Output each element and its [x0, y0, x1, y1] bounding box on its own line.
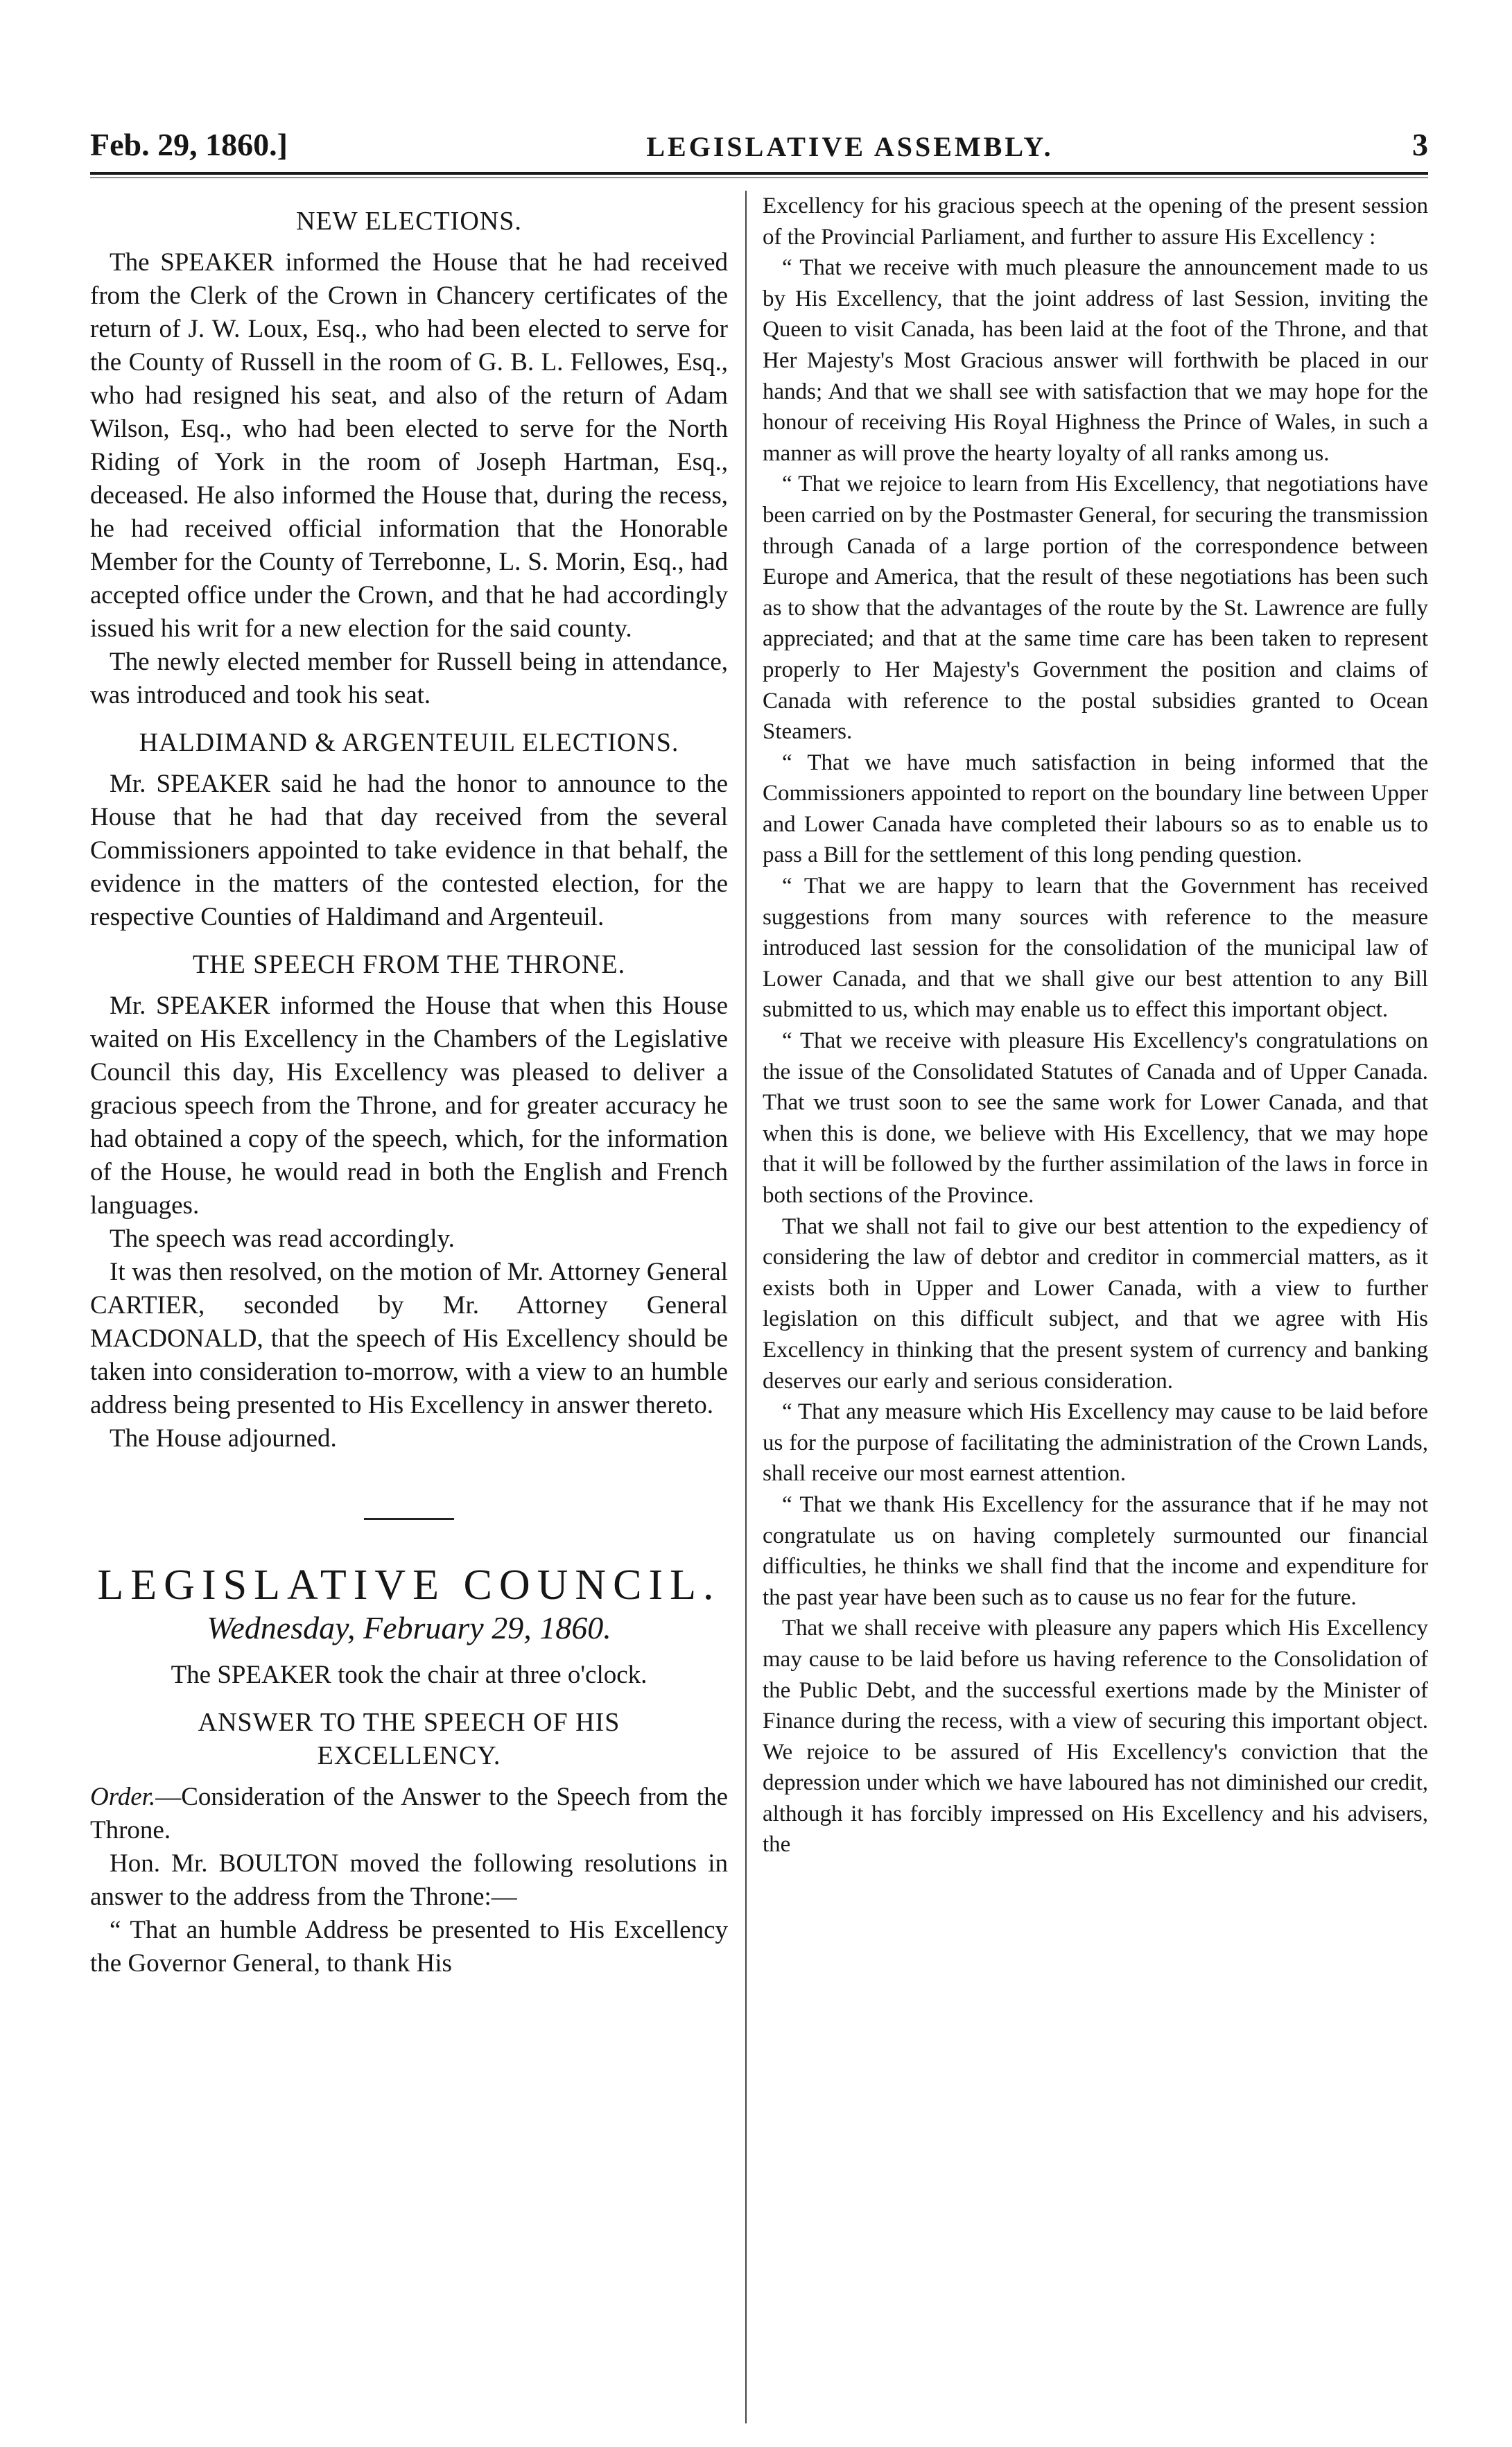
address-paragraph: “ That we are happy to learn that the Government has received suggestions from many sources with reference to the measure introduced last session for the consolidation of the municipal law of Lower Canada, and that we shall give our best attention to any Bill submitted to us, which may enable us to effect this important object.: [763, 874, 1428, 1023]
right-column: [763, 191, 1428, 2423]
page-header: [90, 114, 1428, 163]
answer-heading: [90, 1706, 728, 1772]
haldimand-heading: HALDIMAND & ARGENTEUIL ELECTIONS.: [139, 728, 679, 757]
new-elections-paragraph: The SPEAKER informed the House that he had received from the Clerk of the Crown in Chancery certificates of the return of J. W. Loux, Esq., who had been elected to serve for the County of Russell in the room of G. B. L. Fellowes, Esq., who had resigned his seat, and also of the return of Adam Wilson, Esq., who had been elected to serve for the North Riding of York in the room of Joseph Hartman, Esq., deceased. He also informed the House that, during the recess, he had received official information that the Honorable Member for the County of Terrebonne, L. S. Morin, Esq., had accepted office under the Crown, and that he had accordingly issued his writ for a new election for the said county.: [90, 248, 728, 643]
header-title: LEGISLATIVE ASSEMBLY.: [646, 131, 1054, 162]
address-paragraph: “ That we receive with much pleasure the announcement made to us by His Excellency, that the joint address of last Session, inviting the Queen to visit Canada, has been laid at the foot of the Throne, and that Her Majesty's Most Gracious answer will forthwith be placed in our hands; And that we shall see with satisfaction that we may hope for the honour of receiving His Royal Highness the Prince of Wales, in such a manner as will prove the hearty loyalty of all ranks among us.: [763, 255, 1428, 466]
speech-heading: THE SPEECH FROM THE THRONE.: [192, 950, 626, 979]
council-heading: LEGISLATIVE COUNCIL.: [97, 1562, 721, 1609]
haldimand-paragraph: Mr. SPEAKER said he had the honor to announce to the House that he had that day received from the several Commissioners appointed to take evidence in that behalf, the evidence in the matters of the contested election, for the respective Counties of Haldimand and Argenteuil.: [90, 770, 728, 931]
council-chair: The SPEAKER took the chair at three o'clock.: [171, 1661, 648, 1689]
order-label: Order.: [90, 1783, 156, 1811]
speech-paragraph: It was then resolved, on the motion of Mr. Attorney General CARTIER, seconded by Mr. Attorney General MACDONALD, that the speech of His Excellency should be taken into consideration to-morrow, with a view to an humble address being presented to His Excellency in answer thereto.: [90, 1258, 728, 1419]
address-paragraph: “ That we thank His Excellency for the assurance that if he may not congratulate us on having completely surmounted our financial difficulties, he thinks we shall find that the income and expenditure for the past year have been such as to cause us no fear for the future.: [763, 1491, 1428, 1610]
header-rule: [90, 172, 1428, 175]
answer-heading-line: ANSWER TO THE SPEECH OF HIS: [198, 1708, 620, 1737]
address-paragraph: Excellency for his gracious speech at the opening of the present session of the Provincial Parliament, and further to assure His Excellency :: [763, 193, 1428, 250]
order-paragraph: [90, 1781, 728, 1847]
address-paragraph: “ That we have much satisfaction in being informed that the Commissioners appointed to report on the boundary line between Upper and Lower Canada have completed their labours so as to enable us to pass a Bill for the settlement of this long pending question.: [763, 750, 1428, 868]
new-elections-heading: NEW ELECTIONS.: [296, 207, 522, 236]
section-divider: [364, 1518, 454, 1520]
council-date: Wednesday, February 29, 1860.: [207, 1610, 611, 1645]
address-paragraph: That we shall not fail to give our best attention to the expediency of considering the law of debtor and creditor in commercial matters, as it exists both in Upper and Lower Canada, with a view to further legislation on this difficult subject, and that we agree with His Excellency in thinking that the present system of currency and banking deserves our early and serious consideration.: [763, 1213, 1428, 1394]
address-paragraph: That we shall receive with pleasure any papers which His Excellency may cause to be laid before us having reference to the Consolidation of the Public Debt, and the successful exertions made by the Minister of Finance during the recess, with a view of securing this important object. We rejoice to be assured of His Excellency's conviction that the depression under which we have laboured has not diminished our credit, although it has forcibly impressed on His Excellency and his advisers, the: [763, 1616, 1428, 1858]
address-paragraph: “ That we receive with pleasure His Excellency's congratulations on the issue of the Consolidated Statutes of Canada and of Upper Canada. That we trust soon to see the same work for Lower Canada, and that when this is done, we believe with His Excellency, that we may hope that it will be followed by the further assimilation of the laws in force in both sections of the Province.: [763, 1028, 1428, 1208]
answer-paragraph: Hon. Mr. BOULTON moved the following resolutions in answer to the address from the Throne:—: [90, 1849, 728, 1911]
answer-paragraph: “ That an humble Address be presented to His Excellency the Governor General, to thank His: [90, 1916, 728, 1978]
column-divider: [745, 191, 747, 2423]
answer-heading-line: EXCELLENCY.: [317, 1741, 501, 1770]
header-date: Feb. 29, 1860.]: [90, 127, 288, 162]
page-number: 3: [1412, 127, 1428, 162]
speech-paragraph: The speech was read accordingly.: [110, 1225, 455, 1253]
order-text: —Consideration of the Answer to the Speech from the Throne.: [90, 1783, 728, 1844]
speech-paragraph: Mr. SPEAKER informed the House that when this House waited on His Excellency in the Chambers of the Legislative Council this day, His Excellency was pleased to deliver a gracious speech from the Throne, and for greater accuracy he had obtained a copy of the speech, which, for the information of the House, he would read in both the English and French languages.: [90, 992, 728, 1220]
address-paragraph: “ That we rejoice to learn from His Excellency, that negotiations have been carried on by the Postmaster General, for securing the transmission through Canada of a large portion of the correspondence between Europe and America, that the result of these negotiations has been such as to show that the advantages of the route by the St. Lawrence are fully appreciated; and that at the same time care has been taken to represent properly to Her Majesty's Government the position and claims of Canada with reference to the postal subsidies granted to Ocean Steamers.: [763, 472, 1428, 745]
new-elections-paragraph: The newly elected member for Russell being in attendance, was introduced and took his seat.: [90, 648, 728, 709]
left-column: [90, 191, 728, 2423]
speech-paragraph: The House adjourned.: [110, 1424, 337, 1453]
address-paragraph: “ That any measure which His Excellency may cause to be laid before us for the purpose of facilitating the administration of the Crown Lands, shall receive our most earnest attention.: [763, 1399, 1428, 1487]
